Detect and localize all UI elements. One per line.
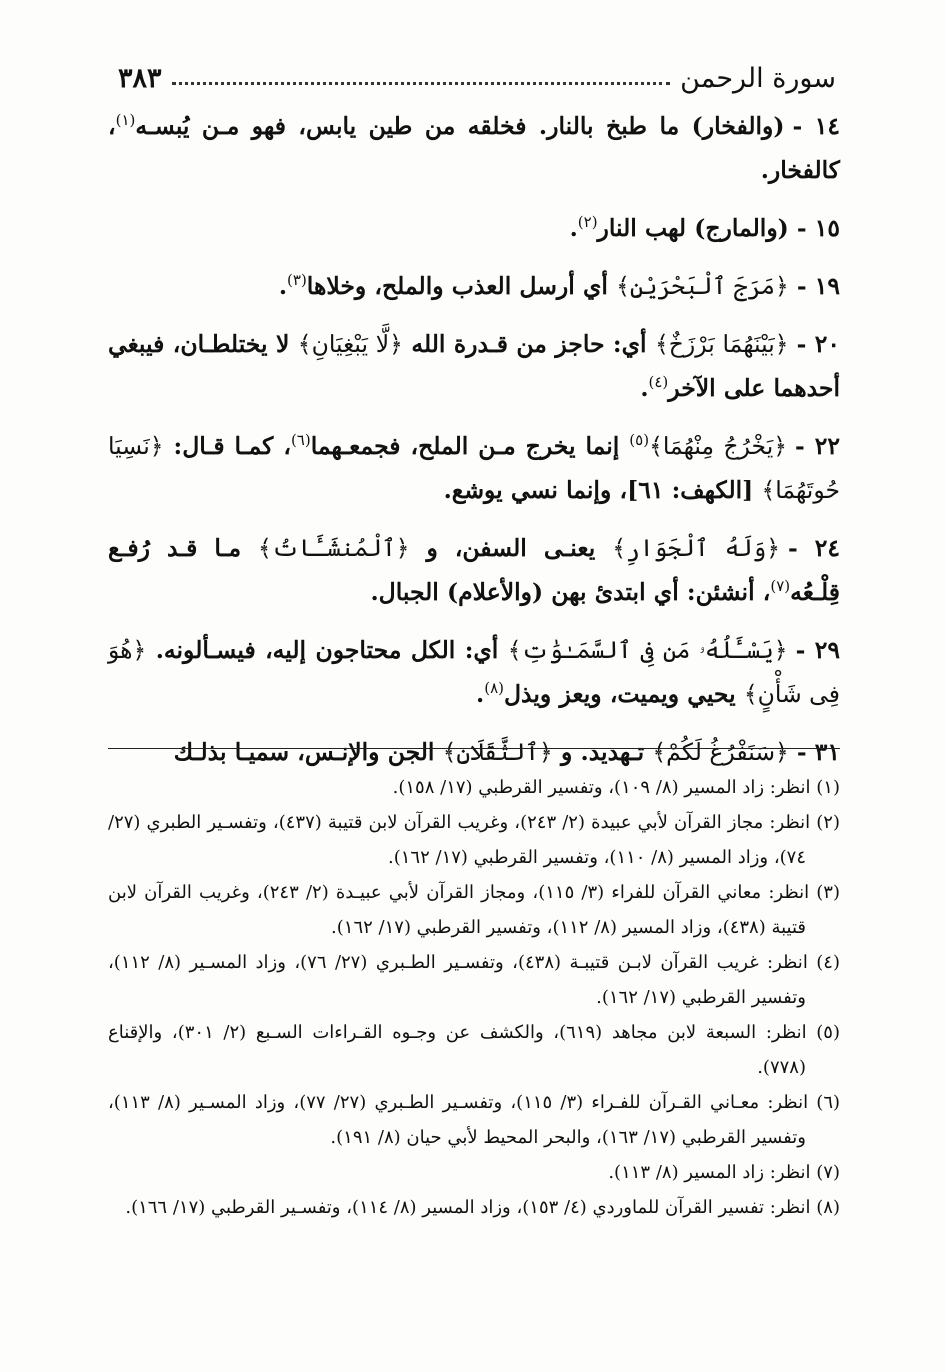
entry-number: ١٩ -: [796, 272, 840, 300]
entry-text: أي: حاجز من قـدرة الله: [402, 330, 655, 358]
entry-text: أي أرسل العذب والملح، وخلاها: [306, 272, 617, 300]
page-number: ٣٨٣: [118, 63, 162, 94]
quran-quote: ﴿يَخْرُجُ مِنْهُمَا﴾: [649, 432, 787, 460]
entry-text: إنما يخرج مـن الملح، فجمعـهما: [310, 432, 630, 460]
quran-quote: ﴿لَّا يَبْغِيَانِ﴾: [297, 330, 403, 358]
entry-paragraph: [108, 264, 840, 308]
footnote-reference: (٣): [287, 271, 307, 290]
footnote: (٤) انظر: غريب القرآن لابـن قتيبـة (٤٣٨)، وتفسـير الطـبري (٢٧/ ٧٦)، وزاد المسـير (٨/ ١١٢)، وتفسير القرطبي (١٧/ ١٦٢).: [108, 952, 840, 1008]
entry-paragraph: [108, 526, 840, 614]
entry-number: ٣١ -: [796, 738, 840, 766]
entry-text: يحيي ويميت، ويعز ويذل: [503, 680, 744, 708]
quran-quote: ﴿يَسْـَٔلُهُۥ مَن فِى ٱلسَّمَـٰوَٰتِ﴾: [507, 636, 788, 664]
footnote-reference: (٤): [648, 373, 669, 392]
quran-quote: ﴿ٱلْمُنشَـَٔاتُ﴾: [258, 534, 410, 562]
entry-text: مـا قـد رُفـع قِلْـعُه: [108, 534, 840, 606]
quran-quote: ﴿ٱلثَّقَلَانِ﴾: [442, 738, 553, 766]
footnote-reference: (٨): [484, 679, 504, 698]
footnote-reference: (١): [115, 111, 136, 130]
entry-paragraph: [108, 628, 840, 716]
entry-number: ٢٠ -: [796, 330, 840, 358]
entry-text: ، كمـا قـال:: [163, 432, 291, 460]
entry-paragraph: [108, 424, 840, 512]
entry-paragraph: [108, 206, 840, 250]
quran-quote: ﴿وَلَهُ ٱلْجَوَارِ﴾: [612, 534, 781, 562]
entry-paragraph: [108, 730, 840, 774]
entry-text: تـهديد. و: [552, 738, 653, 766]
entry-text: .: [569, 214, 578, 242]
entry-text: يعنـى السفن، و: [409, 534, 613, 562]
entry-text: ، كالفخار.: [108, 112, 840, 184]
quran-quote: ﴿مَرَجَ ٱلْبَحْرَيْنِ﴾: [616, 272, 789, 300]
footnote: (٧) انظر: زاد المسير (٨/ ١١٣).: [608, 1162, 840, 1183]
footnote-separator: [108, 748, 840, 749]
entry-paragraph: [108, 104, 840, 192]
quran-quote: ﴿سَنَفْرُغُ لَكُمْ﴾: [652, 738, 789, 766]
quran-quote: ﴿بَيْنَهُمَا بَرْزَخٌ﴾: [654, 330, 789, 358]
footnote: (٦) انظر: معـاني القـرآن للفـراء (٣/ ١١٥)، وتفسـير الطـبري (٢٧/ ٧٧)، وزاد المسـير (٨/ ١١٣)، وتفسير القرطبي (١٧/ ١٦٣)، والبحر المحيط لأبي حيان (٨/ ١٩١).: [108, 1092, 841, 1148]
footnote: (٣) انظر: معاني القرآن للفراء (٣/ ١١٥)، ومجاز القرآن لأبي عبيـدة (٢/ ٢٤٣)، وغريب القرآن لابن قتيبة (٤٣٨)، وزاد المسير (٨/ ١١٢)، وتفسير القرطبي (١٧/ ١٦٢).: [108, 882, 840, 938]
footnotes: [108, 770, 840, 1225]
entry-text: الجن والإنـس، سميـا بذلـك: [173, 738, 443, 766]
entry-number: ١٥ -: [796, 214, 840, 242]
entry-text: .: [640, 374, 649, 402]
footnote-reference: (٦): [290, 431, 311, 450]
main-text: [108, 104, 840, 788]
entry-paragraph: [108, 322, 840, 410]
entry-text: أي: الكل محتاجون إليه، فيسـألونه.: [146, 636, 508, 664]
entry-text: [الكهف: ٦١]، وإنما نسي يوشع.: [443, 476, 762, 504]
header-dotted-leader: [172, 82, 671, 85]
entry-text: .: [278, 272, 288, 300]
entry-text: ، أنشئن: أي ابتدئ بهن (والأعلام) الجبال.: [370, 578, 771, 606]
footnote-reference: (٧): [770, 577, 791, 596]
entry-text: .: [476, 680, 485, 708]
entry-number: ١٤ -: [792, 112, 841, 140]
footnote: (٨) انظر: تفسير القرآن للماوردي (٤/ ١٥٣)، وزاد المسير (٨/ ١١٤)، وتفسـير القرطبي (١٧/ ١٦٦).: [125, 1197, 840, 1218]
quran-quote: ﴿نَسِيَا حُوتَهُمَا﴾: [108, 432, 840, 504]
surah-title: سورة الرحمن: [680, 63, 836, 94]
footnote-reference: (٢): [577, 213, 598, 232]
entry-number: ٢٩ -: [795, 636, 840, 664]
quran-quote: ﴿هُوَ فِى شَأْنٍ﴾: [108, 636, 840, 708]
entry-text: (والمارج) لهب النار: [597, 214, 789, 242]
entry-number: ٢٤ -: [788, 534, 841, 562]
footnote: (٢) انظر: مجاز القرآن لأبي عبيدة (٢/ ٢٤٣)، وغريب القرآن لابن قتيبة (٤٣٧)، وتفسـير الطبري (٢٧/ ٧٤)، وزاد المسير (٨/ ١١٠)، وتفسير القرطبي (١٧/ ١٦٢).: [108, 812, 840, 868]
footnote: (٥) انظر: السبعة لابن مجاهد (٦١٩)، والكشف عن وجـوه القـراءات السـبع (٢/ ٣٠١)، والإقناع (٧٧٨).: [108, 1022, 840, 1078]
page-header: [118, 50, 836, 94]
footnote: (١) انظر: زاد المسير (٨/ ١٠٩)، وتفسير القرطبي (١٧/ ١٥٨).: [392, 777, 840, 798]
entry-text: (والفخار) ما طبخ بالنار. فخلقه من طين يابس، فهو مـن يُبسـه: [135, 112, 785, 140]
entry-text: لا يختلطـان، فيبغي أحدهما على الآخر: [108, 330, 840, 402]
footnote-reference: (٥): [629, 431, 650, 450]
entry-number: ٢٢ -: [795, 432, 840, 460]
